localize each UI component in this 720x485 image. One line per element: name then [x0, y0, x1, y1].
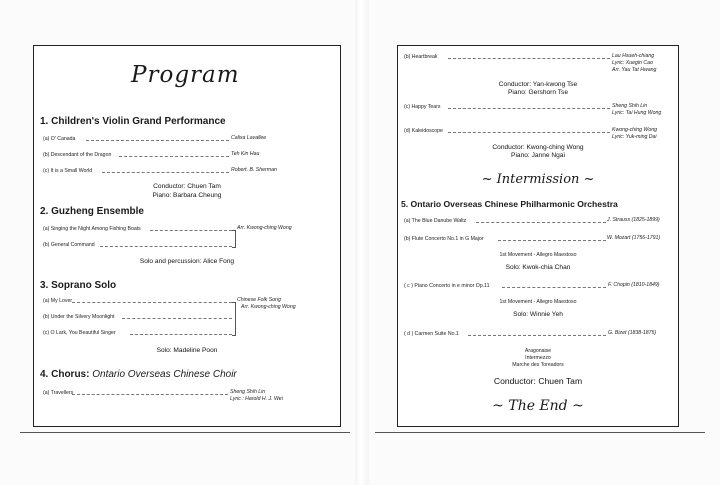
credit: Arr. Kwong-ching Wong — [237, 225, 292, 231]
bracket — [232, 302, 236, 336]
leader-line — [498, 240, 606, 241]
program-left-panel — [33, 45, 341, 427]
leader-line — [72, 302, 232, 303]
soloist: Solo: Kwok-chia Chan — [505, 264, 571, 271]
credit: J. Strauss (1825-1899) — [607, 217, 660, 223]
leader-line — [502, 287, 606, 288]
credit: Lau Hsueh-chiang — [612, 53, 655, 59]
section-heading-3: 3. Soprano Solo — [40, 280, 117, 291]
list-item: ( d ) Carmen Suite No.1 — [404, 331, 459, 337]
suite-part: Intermezzo — [525, 355, 551, 361]
soloist: Solo: Madeline Poon — [156, 347, 218, 354]
conductor: Conductor: Yan-kwong Tse — [498, 81, 578, 88]
list-item: (a) The Blue Danube Waltz — [404, 218, 467, 224]
list-item: (b) General Command — [43, 242, 95, 248]
section-heading-5: 5. Ontario Overseas Chinese Philharmonic Orchestra — [401, 199, 618, 209]
list-item: (a) O' Canada — [43, 136, 76, 142]
list-item: (d) Kaleidoscope — [404, 128, 443, 134]
page-edge-left — [20, 432, 350, 433]
credit: Arr. Yau Tat Hwang — [612, 67, 657, 73]
credit: Lyric: Xuegin Cao — [612, 60, 653, 66]
list-item: ( c ) Piano Concerto in e minor Op.11 — [404, 283, 490, 289]
credit: F. Chopin (1810-1849) — [608, 282, 660, 288]
credit: G. Bizet (1838-1875) — [608, 330, 657, 336]
credit: W. Mozart (1756-1791) — [607, 235, 661, 241]
list-item: (c) It is a Small World — [43, 168, 93, 174]
leader-line — [150, 230, 232, 231]
suite-part: Marche des Toreadors — [512, 362, 564, 368]
pianist: Piano: Barbara Cheung — [152, 192, 222, 199]
soloist: Solo and percussion: Alice Fong — [139, 258, 235, 265]
list-item: (a) My Lover — [43, 298, 73, 304]
credit: Sheng Shih Lin — [612, 103, 648, 109]
bracket — [232, 230, 236, 248]
intermission-heading: ~ Intermission ~ — [481, 172, 595, 187]
credit: Robert. B. Sherman — [231, 167, 277, 173]
leader-line — [72, 394, 228, 395]
page-title: Program — [131, 62, 240, 88]
leader-line — [86, 140, 229, 141]
list-item: (a) Travellers — [43, 390, 74, 396]
movement: 1st Movement - Allegro Maestoso — [499, 252, 577, 258]
credit: Lyric: Yuk-ming Dai — [612, 134, 657, 140]
end-heading: ~ The End ~ — [492, 398, 584, 414]
leader-line — [448, 58, 610, 59]
program-right-panel — [397, 45, 679, 427]
leader-line — [100, 246, 232, 247]
credit: Lyric: Tai Hung Wong — [612, 110, 662, 116]
credit: Chinese Folk Song — [237, 297, 281, 303]
list-item: (a) Singing the Night Among Fishing Boats — [43, 226, 141, 232]
soloist: Solo: Winnie Yeh — [513, 311, 563, 318]
page-edge-right — [375, 432, 705, 433]
suite-part: Aragonaise — [524, 348, 552, 354]
credit: Kwong-ching Wong — [612, 127, 657, 133]
page-fold — [355, 0, 369, 485]
leader-line — [130, 334, 232, 335]
pianist: Piano: Gershorn Tse — [508, 89, 568, 96]
leader-line — [448, 132, 610, 133]
credit: Sheng Shih Lin — [230, 389, 266, 395]
section-heading-2: 2. Guzheng Ensemble — [40, 206, 144, 217]
section-heading-4: 4. Chorus: Ontario Overseas Chinese Choir — [40, 369, 237, 380]
credit: Lyric : Harold H. J. Wei — [230, 396, 283, 402]
movement: 1st Movement - Allegro Maestoso — [499, 299, 577, 305]
credit: Arr. Kwong-ching Wong — [241, 304, 296, 310]
leader-line — [476, 222, 606, 223]
list-item: (c) O Lark, You Beautiful Singer — [43, 330, 116, 336]
leader-line — [448, 108, 610, 109]
list-item: (c) Happy Tears — [404, 104, 441, 110]
list-item: (b) Under the Silvery Moonlight — [43, 314, 115, 320]
credit: Teh Kin Hau — [231, 151, 260, 157]
list-item: (b) Flute Concerto No.1 in G Major — [404, 236, 484, 242]
conductor: Conductor: Kwong-ching Wong — [492, 144, 584, 151]
leader-line — [468, 335, 606, 336]
section-heading-1: 1. Children's Violin Grand Performance — [40, 116, 226, 127]
list-item: (b) Heartbreak — [404, 54, 438, 60]
pianist: Piano: Janne Ngai — [511, 152, 565, 159]
leader-line — [122, 318, 232, 319]
list-item: (b) Descendant of the Dragon — [43, 152, 112, 158]
leader-line — [102, 172, 229, 173]
credit: Calixa Lavallee — [231, 135, 267, 141]
leader-line — [119, 156, 229, 157]
conductor: Conductor: Chuen Tam — [493, 376, 583, 386]
conductor: Conductor: Chuen Tam — [153, 183, 221, 190]
